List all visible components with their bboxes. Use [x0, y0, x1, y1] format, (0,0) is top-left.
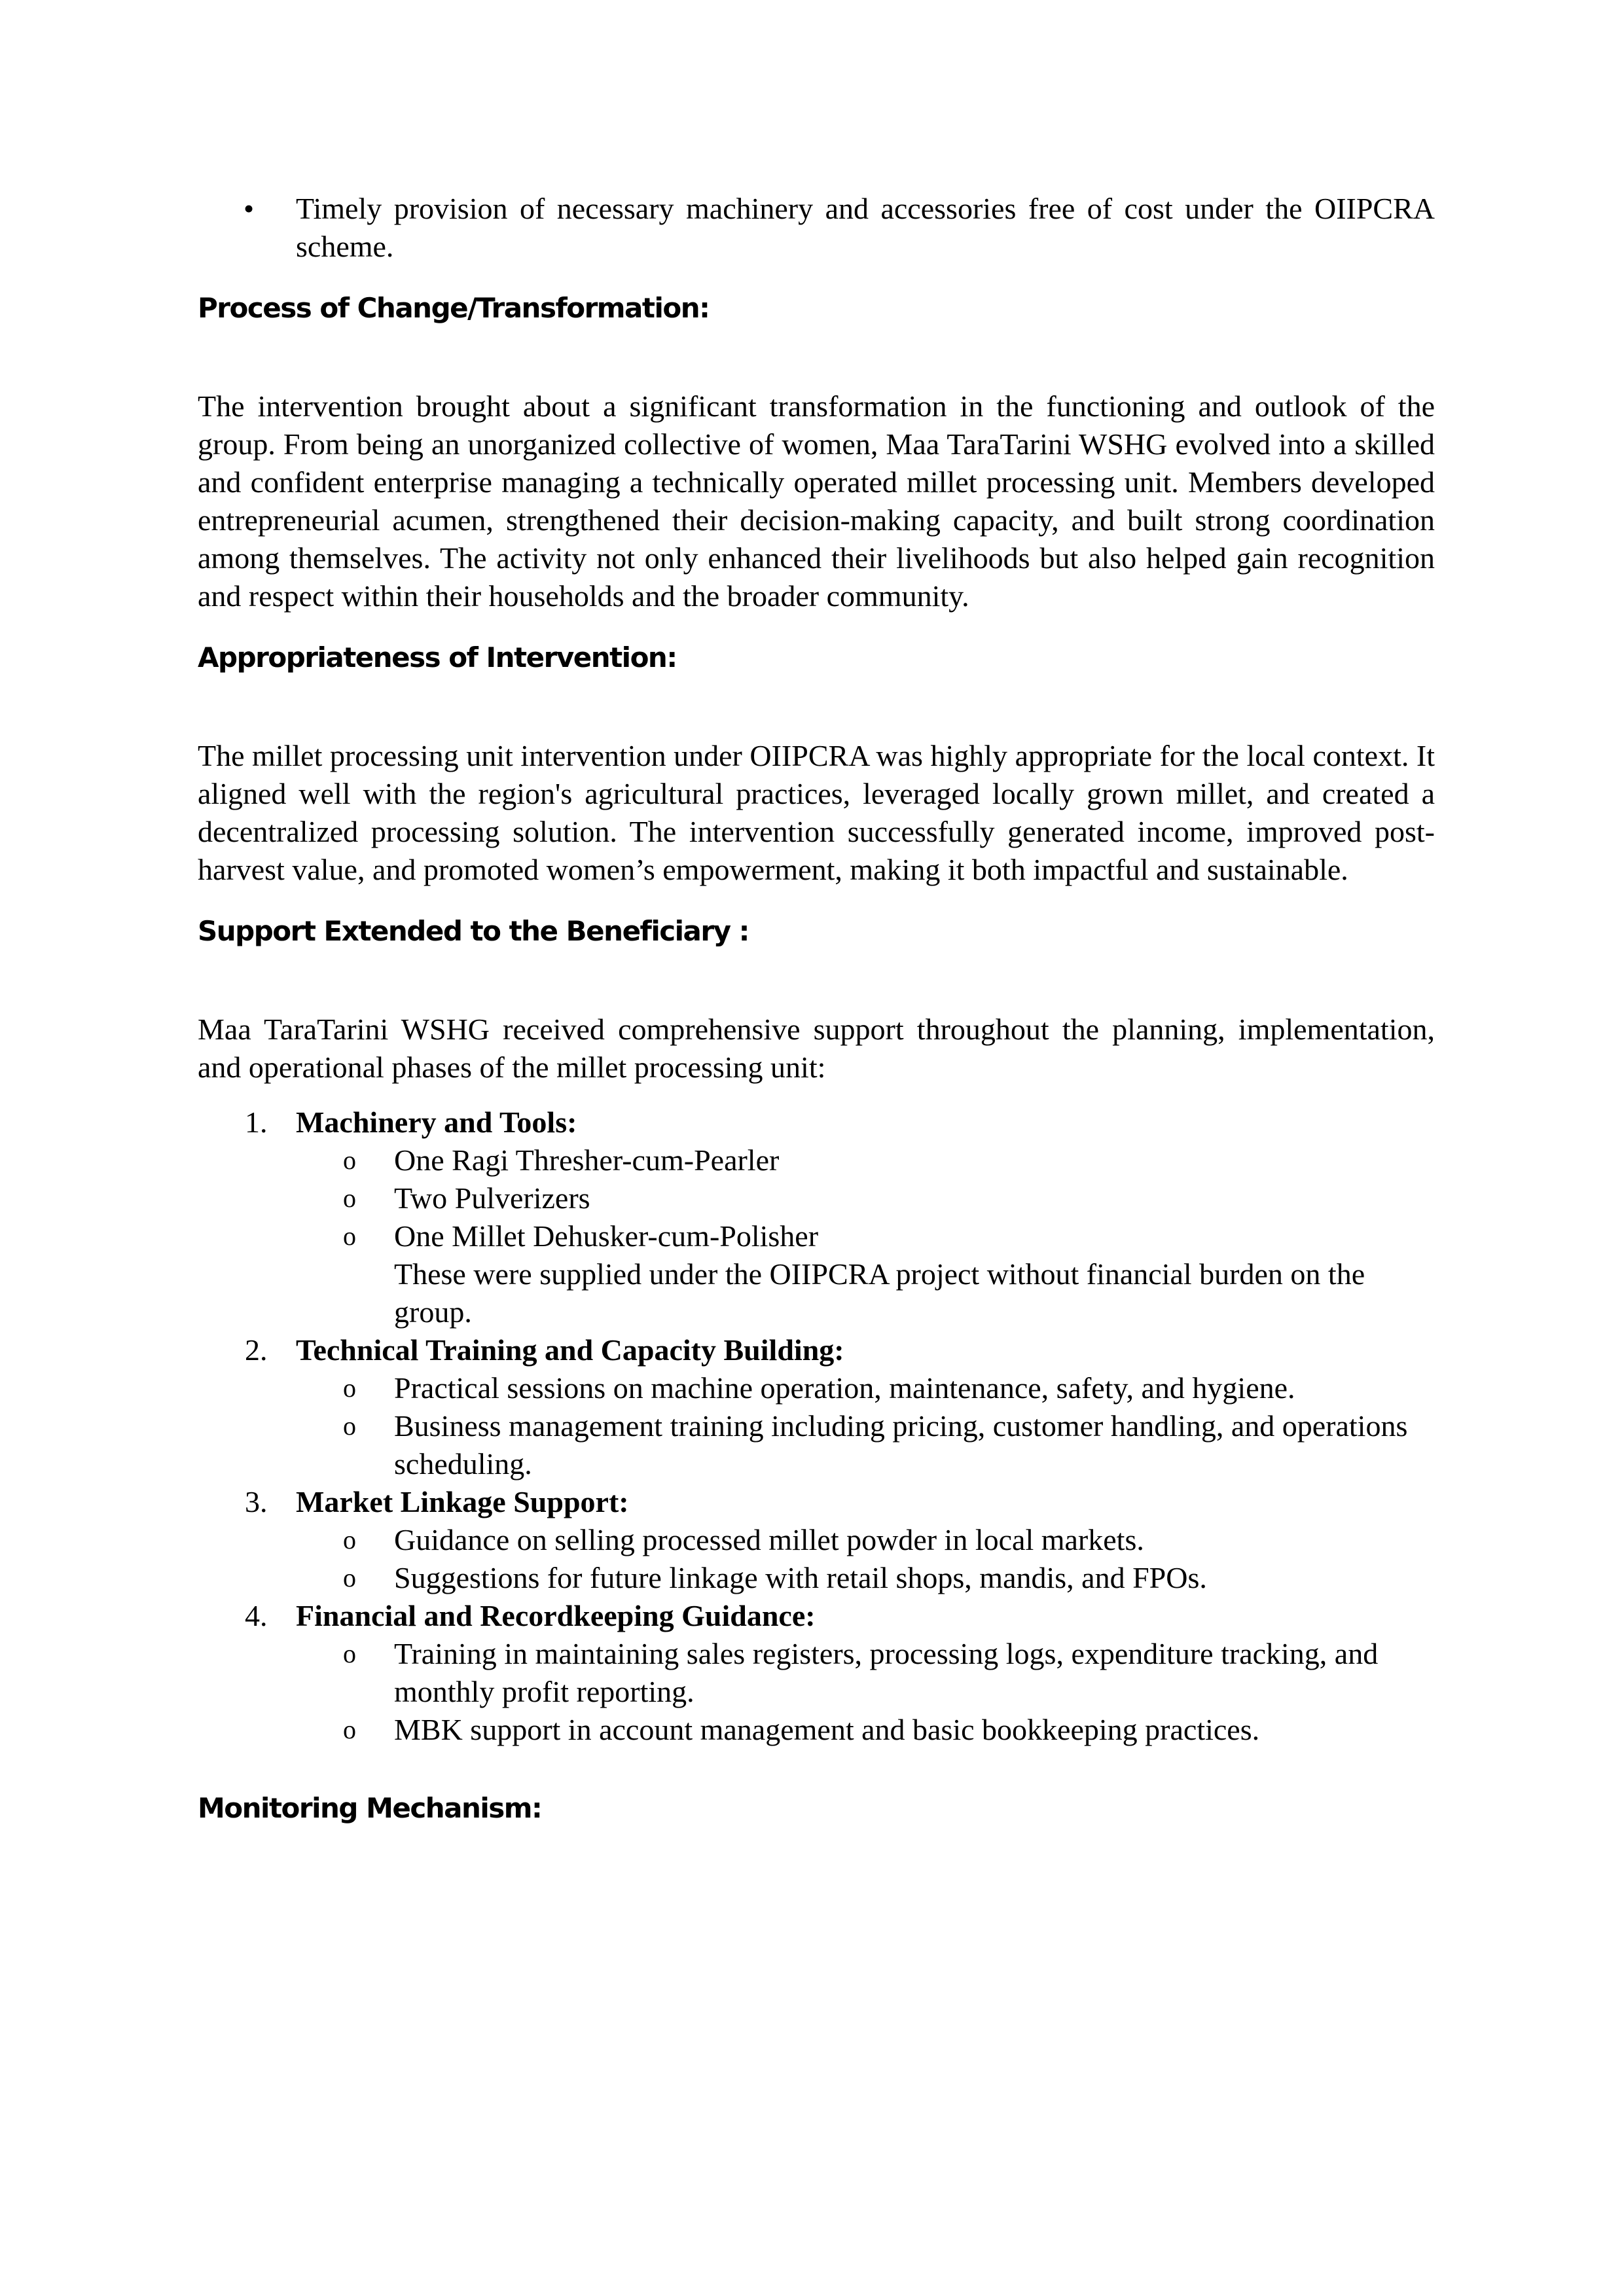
- circle-bullet-icon: o: [343, 1563, 356, 1592]
- machinery-note: These were supplied under the OIIPCRA project without financial burden on the group.: [394, 1257, 1365, 1329]
- circle-bullet-icon: o: [343, 1373, 356, 1403]
- sub-list: [198, 1521, 1435, 1597]
- list-item-title: Technical Training and Capacity Building:: [296, 1333, 844, 1367]
- list-item-title: Market Linkage Support:: [296, 1485, 629, 1518]
- list-number: 2.: [245, 1333, 268, 1367]
- sub-list-item: o Two Pulverizers: [198, 1179, 1435, 1217]
- circle-bullet-icon: o: [343, 1525, 356, 1554]
- circle-bullet-icon: o: [343, 1145, 356, 1175]
- circle-bullet-icon: o: [343, 1639, 356, 1668]
- support-list-item-machinery: [198, 1103, 1435, 1331]
- circle-bullet-icon: o: [343, 1183, 356, 1213]
- section-paragraph-appropriateness: The millet processing unit intervention under OIIPCRA was highly appropriate for the local context. It aligned well with the region's agricultural practices, leveraged locally grown millet, and created a decentralized processing solution. The intervention successfully generated income, improved post-harvest value, and promoted women’s empowerment, making it both impactful and sustainable.: [198, 739, 1435, 886]
- sub-list: [198, 1141, 1435, 1255]
- sub-list-item: o One Ragi Thresher-cum-Pearler: [198, 1141, 1435, 1179]
- support-list: [198, 1103, 1435, 1749]
- circle-bullet-icon: o: [343, 1715, 356, 1744]
- section-paragraph-support-extended: Maa TaraTarini WSHG received comprehensive support throughout the planning, implementation, and operational phases of the millet processing unit:: [198, 1013, 1435, 1084]
- sub-list-item: o Business management training including pricing, customer handling, and operations scheduling.: [198, 1407, 1435, 1483]
- section-heading-appropriateness: Appropriateness of Intervention:: [198, 641, 677, 673]
- sub-list-item: o Guidance on selling processed millet powder in local markets.: [198, 1521, 1435, 1559]
- intro-bullet-item: [198, 190, 1435, 266]
- document-page: [198, 190, 1435, 1827]
- sub-list: [198, 1369, 1435, 1483]
- circle-bullet-icon: o: [343, 1411, 356, 1441]
- sub-list-item: o MBK support in account management and basic bookkeeping practices.: [198, 1711, 1435, 1749]
- intro-bullet-text: Timely provision of necessary machinery and accessories free of cost under the OIIPCRA scheme.: [296, 192, 1435, 263]
- section-heading-monitoring: Monitoring Mechanism:: [198, 1792, 542, 1824]
- sub-list-item: o Suggestions for future linkage with retail shops, mandis, and FPOs.: [198, 1559, 1435, 1597]
- support-list-item-financial: [198, 1597, 1435, 1749]
- section-heading-process-of-change: Process of Change/Transformation:: [198, 292, 710, 324]
- section-paragraph-process-of-change: The intervention brought about a significant transformation in the functioning and outlook of the group. From being an unorganized collective of women, Maa TaraTarini WSHG evolved into a skilled and confident enterprise managing a technically operated millet processing unit. Members developed entrepreneurial acumen, strengthened their decision-making capacity, and built strong coordination among themselves. The activity not only enhanced their livelihoods but also helped gain recognition and respect within their households and the broader community.: [198, 389, 1435, 613]
- list-number: 1.: [245, 1105, 268, 1139]
- sub-list-item: o Training in maintaining sales registers, processing logs, expenditure tracking, and monthly profit reporting.: [198, 1635, 1435, 1711]
- sub-list-item: o Practical sessions on machine operation, maintenance, safety, and hygiene.: [198, 1369, 1435, 1407]
- list-item-title: Financial and Recordkeeping Guidance:: [296, 1599, 816, 1632]
- support-list-item-market-linkage: [198, 1483, 1435, 1597]
- sub-list: [198, 1635, 1435, 1749]
- list-item-title: Machinery and Tools:: [296, 1105, 577, 1139]
- support-list-item-training: [198, 1331, 1435, 1483]
- circle-bullet-icon: o: [343, 1221, 356, 1251]
- list-number: 4.: [245, 1599, 268, 1632]
- bullet-icon: •: [244, 192, 255, 225]
- section-heading-support-extended: Support Extended to the Beneficiary :: [198, 915, 749, 947]
- list-number: 3.: [245, 1485, 268, 1518]
- sub-list-item: o One Millet Dehusker-cum-Polisher: [198, 1217, 1435, 1255]
